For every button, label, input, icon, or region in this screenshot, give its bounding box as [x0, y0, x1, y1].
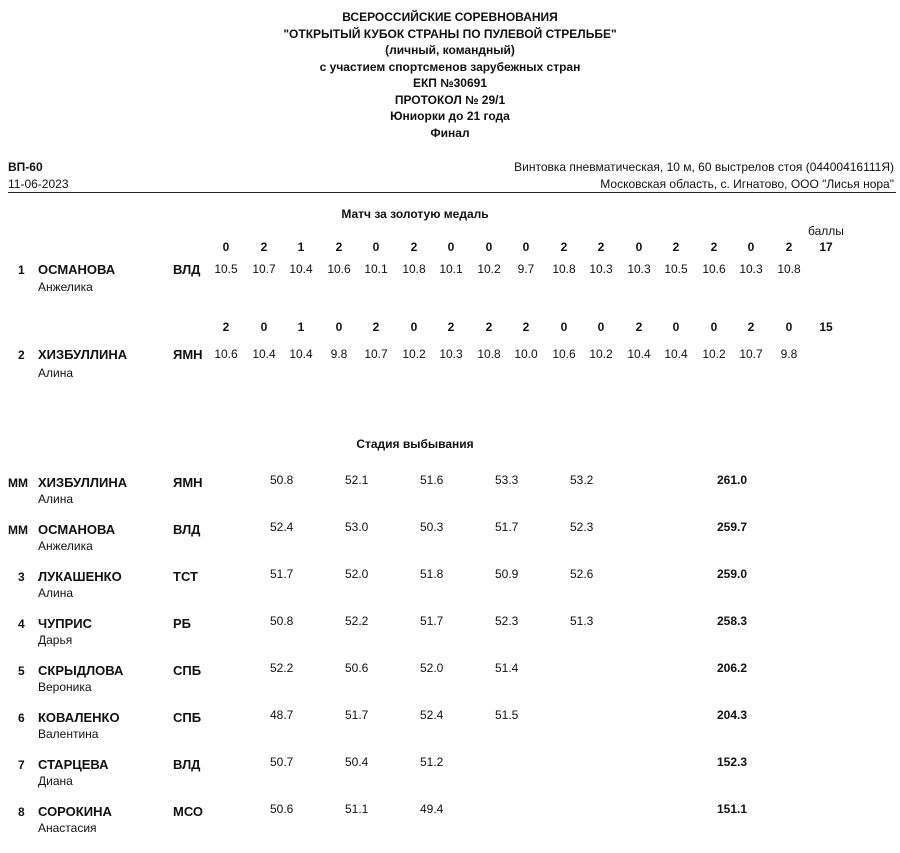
- series-point: 2: [222, 320, 230, 334]
- series-score: 48.7: [270, 708, 294, 722]
- series-point: 2: [410, 240, 418, 254]
- shot-score: 10.6: [702, 262, 726, 276]
- series-score: 50.9: [495, 567, 519, 581]
- series-score: 49.4: [420, 802, 444, 816]
- total-points: 15: [819, 320, 833, 334]
- series-point: 2: [335, 240, 343, 254]
- athlete-first-name: Алина: [38, 586, 74, 600]
- shot-score: 10.7: [739, 347, 763, 361]
- rank: 3: [18, 570, 25, 584]
- rank: 2: [18, 348, 25, 362]
- athlete-last-name: СТАРЦЕВА: [38, 757, 109, 772]
- series-point: 0: [485, 240, 493, 254]
- total-score: 206.2: [717, 661, 748, 675]
- series-point: 0: [560, 320, 568, 334]
- shot-score: 10.3: [439, 347, 463, 361]
- series-score: 52.3: [495, 614, 519, 628]
- series-point: 2: [560, 240, 568, 254]
- series-point: 2: [485, 320, 493, 334]
- shot-score: 10.6: [552, 347, 576, 361]
- athlete-first-name: Дарья: [38, 633, 73, 647]
- rank: 5: [18, 664, 25, 678]
- rank: 6: [18, 711, 25, 725]
- team: СПБ: [173, 710, 202, 725]
- series-score: 51.8: [420, 567, 444, 581]
- series-point: 0: [747, 240, 755, 254]
- shot-score: 9.7: [517, 262, 535, 276]
- series-score: 51.3: [570, 614, 594, 628]
- series-point: 2: [672, 240, 680, 254]
- header-line: (личный, командный): [385, 43, 515, 57]
- team: ЯМН: [173, 475, 203, 490]
- series-score: 52.2: [270, 661, 294, 675]
- series-score: 50.6: [270, 802, 294, 816]
- shot-score: 10.2: [589, 347, 613, 361]
- points-label: баллы: [808, 224, 844, 238]
- series-score: 50.6: [345, 661, 369, 675]
- shot-score: 10.2: [402, 347, 426, 361]
- team: МСО: [173, 804, 204, 819]
- event-venue: Московская область, с. Игнатово, ООО "Лисья нора": [600, 177, 894, 191]
- shot-score: 10.7: [252, 262, 276, 276]
- athlete-last-name: ЧУПРИС: [38, 616, 92, 631]
- shot-score: 9.8: [330, 347, 348, 361]
- shot-score: 10.6: [327, 262, 351, 276]
- athlete-last-name: ОСМАНОВА: [38, 262, 116, 277]
- elimination-title: Стадия выбывания: [356, 437, 474, 451]
- series-point: 0: [635, 240, 643, 254]
- athlete-first-name: Алина: [38, 366, 74, 380]
- series-point: 0: [410, 320, 418, 334]
- series-score: 52.4: [270, 520, 294, 534]
- series-point: 2: [747, 320, 755, 334]
- series-score: 51.4: [495, 661, 519, 675]
- series-score: 51.7: [270, 567, 294, 581]
- shot-score: 10.4: [289, 347, 313, 361]
- series-point: 0: [597, 320, 605, 334]
- shot-score: 10.8: [477, 347, 501, 361]
- series-score: 50.3: [420, 520, 444, 534]
- series-score: 51.1: [345, 802, 369, 816]
- shot-score: 10.4: [289, 262, 313, 276]
- header-line: ПРОТОКОЛ № 29/1: [394, 92, 506, 107]
- series-score: 51.5: [495, 708, 519, 722]
- shot-score: 10.1: [439, 262, 463, 276]
- shot-score: 10.4: [664, 347, 688, 361]
- total-points: 17: [819, 240, 833, 254]
- series-score: 52.3: [570, 520, 594, 534]
- gold-match-title: Матч за золотую медаль: [341, 207, 489, 221]
- shot-score: 9.8: [780, 347, 798, 361]
- series-point: 0: [672, 320, 680, 334]
- athlete-last-name: ОСМАНОВА: [38, 522, 116, 537]
- shot-score: 10.4: [627, 347, 651, 361]
- shot-score: 10.5: [214, 262, 238, 276]
- shot-score: 10.2: [702, 347, 726, 361]
- series-score: 52.2: [345, 614, 369, 628]
- series-score: 50.7: [270, 755, 294, 769]
- athlete-first-name: Диана: [38, 774, 73, 788]
- series-score: 53.3: [495, 473, 519, 487]
- series-point: 0: [260, 320, 268, 334]
- total-score: 259.7: [717, 520, 748, 534]
- athlete-first-name: Анастасия: [38, 821, 97, 835]
- series-score: 51.7: [345, 708, 369, 722]
- total-score: 259.0: [717, 567, 748, 581]
- total-score: 204.3: [717, 708, 748, 722]
- shot-score: 10.3: [627, 262, 651, 276]
- series-point: 2: [710, 240, 718, 254]
- series-point: 0: [335, 320, 343, 334]
- series-score: 51.7: [420, 614, 444, 628]
- series-score: 52.1: [345, 473, 369, 487]
- athlete-last-name: СКРЫДЛОВА: [38, 663, 124, 678]
- series-point: 0: [785, 320, 793, 334]
- team: ЯМН: [173, 347, 203, 362]
- athlete-last-name: ХИЗБУЛЛИНА: [38, 475, 128, 490]
- shot-score: 10.8: [552, 262, 576, 276]
- athlete-first-name: Валентина: [38, 727, 99, 741]
- total-score: 258.3: [717, 614, 748, 628]
- team: РБ: [173, 616, 192, 631]
- shot-score: 10.3: [739, 262, 763, 276]
- total-score: 152.3: [717, 755, 748, 769]
- series-point: 2: [635, 320, 643, 334]
- rank: 4: [18, 617, 25, 631]
- team: ВЛД: [173, 522, 201, 537]
- team: ВЛД: [173, 757, 201, 772]
- athlete-last-name: КОВАЛЕНКО: [38, 710, 120, 725]
- header-line: Юниорки до 21 года: [390, 109, 510, 123]
- series-score: 51.7: [495, 520, 519, 534]
- series-point: 1: [297, 320, 305, 334]
- series-score: 52.4: [420, 708, 444, 722]
- series-score: 51.6: [420, 473, 444, 487]
- series-point: 0: [522, 240, 530, 254]
- athlete-first-name: Алина: [38, 492, 74, 506]
- header-line: с участием спортсменов зарубежных стран: [319, 59, 581, 74]
- series-point: 2: [260, 240, 268, 254]
- shot-score: 10.5: [664, 262, 688, 276]
- rank: ММ: [8, 476, 28, 490]
- rank: 7: [18, 758, 25, 772]
- series-point: 0: [710, 320, 718, 334]
- shot-score: 10.6: [214, 347, 238, 361]
- header-line: ЕКП №30691: [412, 76, 488, 90]
- series-point: 2: [372, 320, 380, 334]
- athlete-last-name: ХИЗБУЛЛИНА: [38, 347, 128, 362]
- shot-score: 10.1: [364, 262, 388, 276]
- series-score: 52.6: [570, 567, 594, 581]
- series-point: 0: [447, 240, 455, 254]
- header-divider: [8, 192, 896, 193]
- athlete-first-name: Вероника: [38, 680, 92, 694]
- series-point: 2: [522, 320, 530, 334]
- shot-score: 10.2: [477, 262, 501, 276]
- team: ТСТ: [173, 569, 198, 584]
- athlete-first-name: Анжелика: [38, 280, 93, 294]
- athlete-last-name: ЛУКАШЕНКО: [38, 569, 122, 584]
- event-name: Винтовка пневматическая, 10 м, 60 выстрелов стоя (04400416111Я): [514, 160, 894, 174]
- athlete-first-name: Анжелика: [38, 539, 93, 553]
- shot-score: 10.8: [777, 262, 801, 276]
- series-point: 0: [372, 240, 380, 254]
- rank: 8: [18, 805, 25, 819]
- series-point: 2: [785, 240, 793, 254]
- shot-score: 10.8: [402, 262, 426, 276]
- series-score: 50.8: [270, 473, 294, 487]
- series-score: 53.0: [345, 520, 369, 534]
- shot-score: 10.7: [364, 347, 388, 361]
- athlete-last-name: СОРОКИНА: [38, 804, 112, 819]
- series-score: 51.2: [420, 755, 444, 769]
- series-score: 50.4: [345, 755, 369, 769]
- series-point: 2: [597, 240, 605, 254]
- header-line: "ОТКРЫТЫЙ КУБОК СТРАНЫ ПО ПУЛЕВОЙ СТРЕЛЬБЕ": [283, 26, 617, 41]
- shot-score: 10.3: [589, 262, 613, 276]
- header-line: ВСЕРОССИЙСКИЕ СОРЕВНОВАНИЯ: [342, 10, 558, 24]
- rank: ММ: [8, 523, 28, 537]
- shot-score: 10.4: [252, 347, 276, 361]
- shot-score: 10.0: [514, 347, 538, 361]
- total-score: 261.0: [717, 473, 748, 487]
- header-line: Финал: [430, 125, 470, 140]
- series-point: 2: [447, 320, 455, 334]
- team: ВЛД: [173, 262, 201, 277]
- event-code: ВП-60: [8, 160, 43, 174]
- team: СПБ: [173, 663, 202, 678]
- total-score: 151.1: [717, 802, 748, 816]
- rank: 1: [18, 263, 25, 277]
- series-point: 1: [297, 240, 305, 254]
- series-score: 52.0: [420, 661, 444, 675]
- series-score: 53.2: [570, 473, 594, 487]
- event-date: 11-06-2023: [8, 177, 69, 191]
- series-score: 52.0: [345, 567, 369, 581]
- series-score: 50.8: [270, 614, 294, 628]
- series-point: 0: [222, 240, 230, 254]
